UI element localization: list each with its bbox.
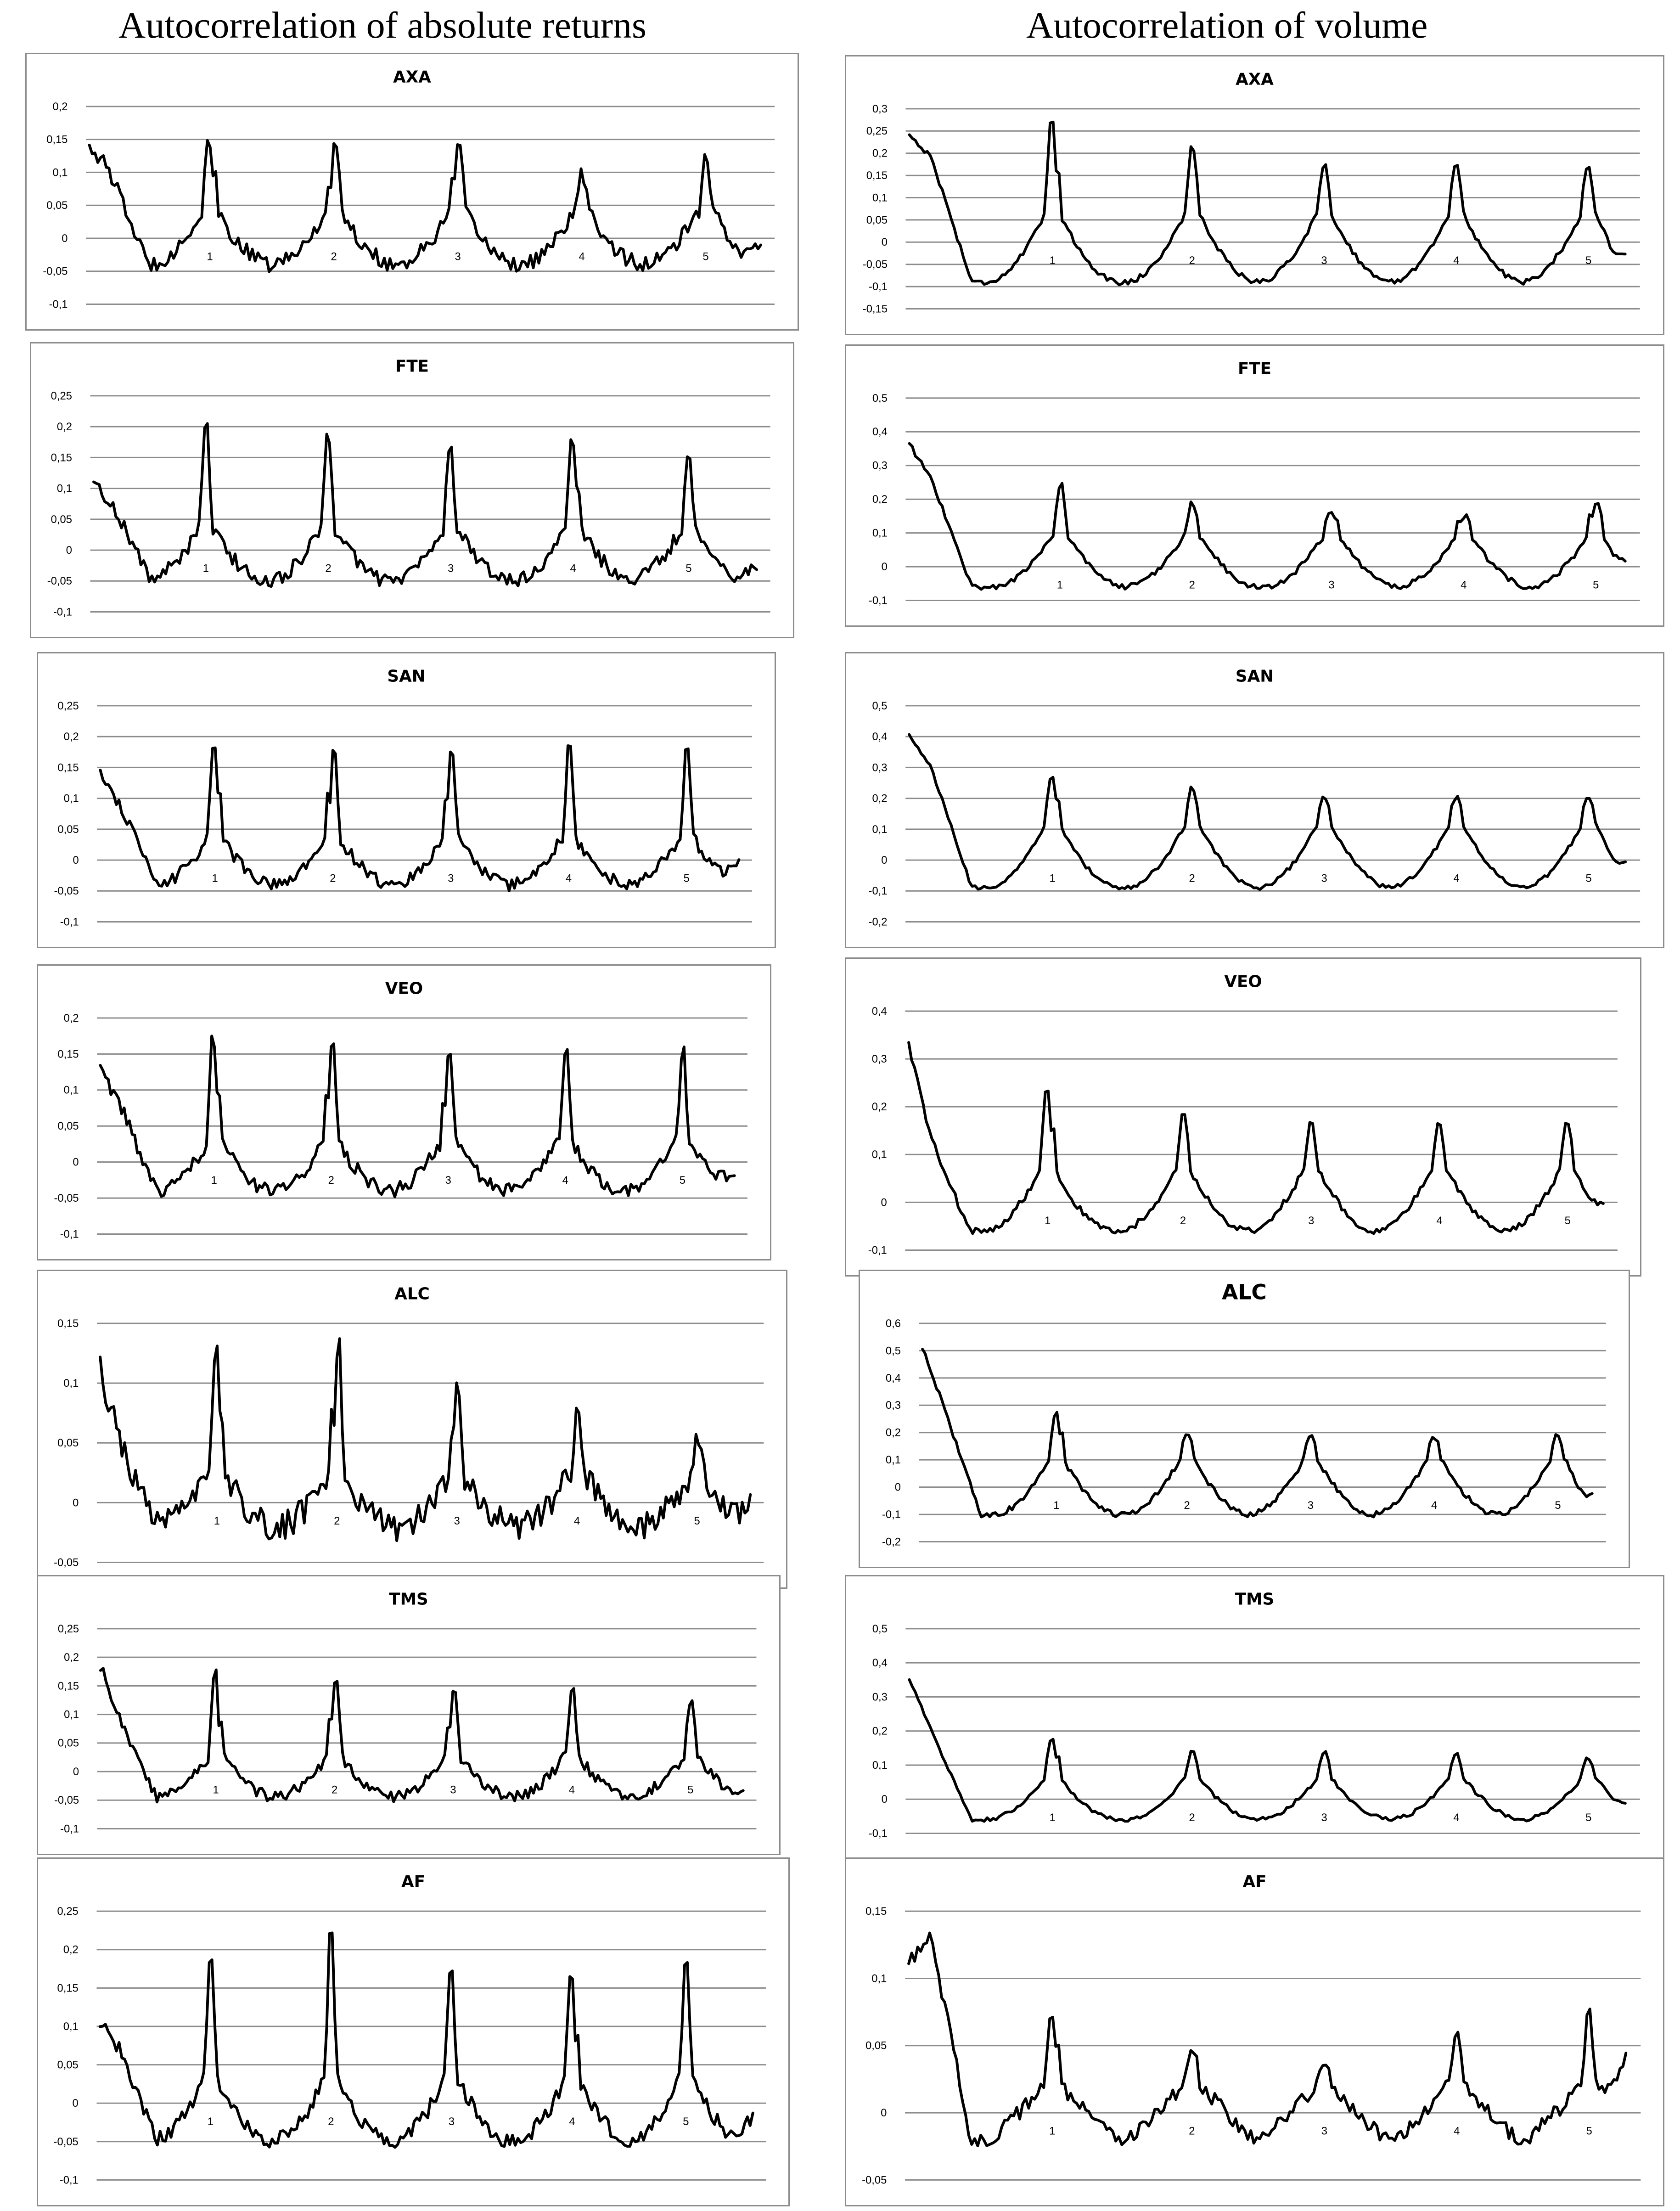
chart-title: ALC <box>394 1284 430 1304</box>
chart-svg <box>846 1576 1663 1858</box>
y-tick-label: 0,1 <box>872 823 888 836</box>
x-tick-label: 4 <box>1431 1499 1438 1512</box>
x-tick-label: 5 <box>683 872 690 885</box>
y-tick-label: 0,1 <box>872 1759 888 1772</box>
y-tick-label: 0 <box>894 1481 901 1494</box>
y-tick-label: 0,4 <box>872 426 888 439</box>
x-tick-label: 2 <box>1180 1214 1186 1227</box>
chart-svg <box>31 343 793 637</box>
x-tick-label: 1 <box>213 1783 219 1796</box>
y-tick-label: 0,3 <box>872 1691 888 1704</box>
y-tick-label: 0,15 <box>46 133 68 146</box>
chart-svg <box>27 54 798 329</box>
y-tick-label: 0,5 <box>872 392 888 405</box>
chart-title: AXA <box>393 68 431 87</box>
y-tick-label: 0,2 <box>871 1101 887 1114</box>
right-column-heading: Autocorrelation of volume <box>1026 4 1428 46</box>
y-tick-label: 0,2 <box>872 792 888 805</box>
y-tick-label: 0,05 <box>865 2039 887 2052</box>
x-tick-label: 4 <box>568 1783 575 1796</box>
chart-svg <box>846 346 1663 625</box>
y-tick-label: 0,3 <box>885 1399 901 1412</box>
y-tick-label: 0 <box>881 2107 887 2120</box>
chart-svg <box>38 1271 786 1587</box>
x-tick-label: 3 <box>1321 254 1327 267</box>
x-tick-label: 2 <box>1184 1499 1190 1512</box>
x-tick-label: 3 <box>445 1174 451 1187</box>
y-tick-label: 0,4 <box>885 1372 901 1384</box>
autocorrelation-line <box>100 1036 734 1197</box>
y-tick-label: -0,05 <box>862 2174 887 2187</box>
x-tick-label: 5 <box>685 562 692 575</box>
x-tick-label: 1 <box>1049 1811 1056 1824</box>
chart-panel-left-fte <box>30 342 794 638</box>
y-tick-label: 0,1 <box>872 527 888 540</box>
x-tick-label: 4 <box>1436 1214 1443 1227</box>
y-tick-label: 0,1 <box>872 191 888 204</box>
y-tick-label: 0,3 <box>872 459 888 472</box>
chart-title: TMS <box>1235 1590 1275 1609</box>
x-tick-label: 3 <box>454 1514 460 1527</box>
y-tick-label: 0,4 <box>872 731 888 743</box>
y-tick-label: -0,1 <box>868 594 888 607</box>
chart-title: VEO <box>1224 972 1262 991</box>
y-tick-label: 0,1 <box>63 1084 79 1097</box>
y-tick-label: 0,3 <box>871 1053 887 1066</box>
x-tick-label: 5 <box>679 1174 685 1187</box>
x-tick-label: 1 <box>214 1514 220 1527</box>
y-tick-label: 0 <box>881 1793 888 1806</box>
y-tick-label: 0,2 <box>885 1426 901 1439</box>
y-tick-label: 0,6 <box>885 1317 901 1330</box>
y-tick-label: -0,05 <box>54 1556 79 1569</box>
x-tick-label: 4 <box>565 872 572 885</box>
chart-svg <box>846 653 1663 947</box>
chart-panel-left-alc <box>37 1270 787 1589</box>
y-tick-label: 0,1 <box>871 1148 887 1161</box>
chart-svg <box>860 1271 1629 1567</box>
y-tick-label: 0,15 <box>51 451 72 464</box>
x-tick-label: 5 <box>683 2115 689 2128</box>
autocorrelation-line <box>909 1933 1626 2146</box>
x-tick-label: 1 <box>1045 1214 1051 1227</box>
x-tick-label: 3 <box>1321 2125 1327 2138</box>
y-tick-label: 0,25 <box>51 389 72 402</box>
y-tick-label: 0,05 <box>57 1437 79 1450</box>
y-tick-label: 0,2 <box>56 421 72 433</box>
chart-title: ALC <box>1222 1280 1267 1305</box>
x-tick-label: 2 <box>331 1783 338 1796</box>
y-tick-label: 0,05 <box>46 199 68 212</box>
y-tick-label: 0,2 <box>64 1651 79 1664</box>
y-tick-label: 0 <box>73 1156 79 1169</box>
x-tick-label: 3 <box>450 1783 456 1796</box>
y-tick-label: 0,25 <box>57 1905 79 1918</box>
y-tick-label: -0,15 <box>862 303 888 315</box>
x-tick-label: 4 <box>579 250 585 263</box>
chart-title: AF <box>401 1872 426 1891</box>
chart-panel-left-tms <box>37 1575 781 1855</box>
y-tick-label: 0,15 <box>57 1048 79 1061</box>
chart-panel-left-af <box>37 1857 790 2206</box>
x-tick-label: 1 <box>1049 254 1056 267</box>
chart-panel-right-tms <box>845 1575 1664 1860</box>
y-tick-label: 0 <box>73 1497 79 1509</box>
x-tick-label: 3 <box>1328 579 1335 591</box>
x-tick-label: 5 <box>694 1514 700 1527</box>
x-tick-label: 2 <box>334 1514 340 1527</box>
x-tick-label: 2 <box>328 2115 334 2128</box>
y-tick-label: 0,1 <box>885 1454 901 1467</box>
x-tick-label: 1 <box>1049 872 1056 885</box>
x-tick-label: 2 <box>331 250 337 263</box>
y-tick-label: 0,5 <box>872 1622 888 1635</box>
y-tick-label: 0,05 <box>51 513 72 526</box>
y-tick-label: 0 <box>73 854 79 866</box>
left-column-heading: Autocorrelation of absolute returns <box>118 4 646 46</box>
chart-title: AF <box>1242 1872 1267 1891</box>
x-tick-label: 2 <box>1189 2125 1195 2138</box>
y-tick-label: -0,1 <box>60 1228 79 1241</box>
y-tick-label: -0,1 <box>60 1823 79 1835</box>
y-tick-label: 0,25 <box>57 1622 79 1635</box>
chart-panel-right-alc <box>859 1270 1630 1568</box>
chart-svg <box>38 1859 788 2205</box>
y-tick-label: -0,1 <box>868 1827 888 1840</box>
y-tick-label: 0,1 <box>64 1708 79 1721</box>
chart-svg <box>38 1576 779 1854</box>
chart-panel-right-san <box>845 652 1664 948</box>
y-tick-label: 0,1 <box>56 482 72 495</box>
y-tick-label: -0,2 <box>868 916 888 928</box>
chart-title: SAN <box>387 667 426 686</box>
chart-panel-right-af <box>845 1857 1664 2206</box>
x-tick-label: 4 <box>1454 2125 1460 2138</box>
x-tick-label: 2 <box>1189 1811 1195 1824</box>
y-tick-label: 0,1 <box>871 1972 887 1985</box>
x-tick-label: 2 <box>1189 579 1195 591</box>
chart-panel-left-axa <box>25 53 799 331</box>
y-tick-label: -0,1 <box>49 298 68 311</box>
y-tick-label: 0,1 <box>63 2020 79 2033</box>
y-tick-label: -0,05 <box>862 258 888 271</box>
y-tick-label: 0,2 <box>63 731 79 743</box>
chart-panel-right-veo <box>845 957 1641 1277</box>
y-tick-label: 0,5 <box>885 1345 901 1357</box>
y-tick-label: -0,1 <box>882 1508 901 1521</box>
y-tick-label: 0,15 <box>57 1982 79 1995</box>
y-tick-label: 0,25 <box>57 699 79 712</box>
chart-svg <box>846 959 1640 1275</box>
x-tick-label: 2 <box>1189 254 1195 267</box>
x-tick-label: 1 <box>202 562 209 575</box>
y-tick-label: 0,05 <box>57 1737 79 1750</box>
x-tick-label: 4 <box>562 1174 568 1187</box>
y-tick-label: -0,2 <box>882 1536 901 1548</box>
x-tick-label: 3 <box>1307 1499 1314 1512</box>
y-tick-label: 0,15 <box>57 1317 79 1330</box>
autocorrelation-line <box>909 735 1625 890</box>
x-tick-label: 3 <box>1308 1214 1315 1227</box>
autocorrelation-line <box>910 122 1625 285</box>
y-tick-label: 0,15 <box>866 169 888 182</box>
x-tick-label: 1 <box>207 2115 214 2128</box>
autocorrelation-line <box>100 1933 753 2147</box>
autocorrelation-line <box>100 1339 750 1541</box>
y-tick-label: 0,2 <box>872 493 888 506</box>
x-tick-label: 5 <box>1555 1499 1561 1512</box>
y-tick-label: 0,05 <box>57 1120 79 1133</box>
y-tick-label: 0,5 <box>872 699 888 712</box>
y-tick-label: 0 <box>73 1765 79 1778</box>
y-tick-label: 0,2 <box>872 147 888 160</box>
y-tick-label: 0 <box>72 2097 79 2110</box>
y-tick-label: 0,1 <box>63 1377 79 1390</box>
chart-title: VEO <box>385 979 423 998</box>
x-tick-label: 4 <box>1453 872 1460 885</box>
x-tick-label: 5 <box>1585 1811 1592 1824</box>
chart-title: TMS <box>389 1590 428 1609</box>
x-tick-label: 3 <box>448 2115 455 2128</box>
x-tick-label: 3 <box>447 562 454 575</box>
x-tick-label: 1 <box>207 250 213 263</box>
y-tick-label: -0,05 <box>54 1192 79 1205</box>
x-tick-label: 5 <box>1585 254 1592 267</box>
y-tick-label: -0,05 <box>54 1794 79 1807</box>
y-tick-label: -0,1 <box>53 606 72 619</box>
chart-svg <box>846 56 1663 334</box>
chart-panel-right-axa <box>845 55 1664 335</box>
x-tick-label: 4 <box>1461 579 1467 591</box>
chart-panel-right-fte <box>845 344 1664 627</box>
chart-svg <box>846 1859 1663 2205</box>
x-tick-label: 5 <box>1586 2125 1592 2138</box>
y-tick-label: 0,2 <box>872 1725 888 1738</box>
y-tick-label: 0 <box>62 232 68 245</box>
chart-title: SAN <box>1235 667 1274 686</box>
y-tick-label: -0,05 <box>47 575 72 588</box>
y-tick-label: 0,2 <box>52 100 68 113</box>
x-tick-label: 1 <box>1049 2125 1056 2138</box>
autocorrelation-line <box>94 423 757 586</box>
x-tick-label: 3 <box>1321 872 1327 885</box>
chart-title: AXA <box>1236 70 1274 89</box>
x-tick-label: 5 <box>687 1783 694 1796</box>
x-tick-label: 4 <box>570 562 576 575</box>
y-tick-label: 0,15 <box>57 761 79 774</box>
autocorrelation-line <box>909 1042 1603 1233</box>
x-tick-label: 2 <box>330 872 336 885</box>
x-tick-label: 1 <box>1056 579 1063 591</box>
chart-panel-left-veo <box>37 964 771 1260</box>
y-tick-label: 0,4 <box>871 1005 887 1018</box>
y-tick-label: 0,05 <box>57 2059 79 2071</box>
y-tick-label: -0,1 <box>869 281 888 293</box>
y-tick-label: 0,15 <box>865 1905 887 1918</box>
y-tick-label: -0,05 <box>43 265 68 278</box>
y-tick-label: 0,25 <box>866 125 888 138</box>
x-tick-label: 2 <box>328 1174 334 1187</box>
y-tick-label: 0,3 <box>872 761 888 774</box>
y-tick-label: -0,1 <box>868 885 888 898</box>
chart-panel-left-san <box>37 652 776 948</box>
y-tick-label: 0 <box>881 236 888 249</box>
x-tick-label: 3 <box>455 250 461 263</box>
y-tick-label: 0,2 <box>63 1943 79 1956</box>
x-tick-label: 3 <box>448 872 454 885</box>
x-tick-label: 5 <box>1585 872 1592 885</box>
y-tick-label: 0 <box>66 544 72 557</box>
y-tick-label: 0 <box>881 854 888 866</box>
x-tick-label: 1 <box>211 1174 217 1187</box>
y-tick-label: 0 <box>881 561 888 574</box>
y-tick-label: 0,05 <box>866 214 888 226</box>
chart-svg <box>38 653 775 947</box>
y-tick-label: -0,1 <box>60 916 79 928</box>
y-tick-label: 0,1 <box>63 792 79 805</box>
autocorrelation-line <box>909 1680 1625 1822</box>
y-tick-label: 0,4 <box>872 1657 888 1670</box>
y-tick-label: -0,1 <box>59 2174 79 2187</box>
x-tick-label: 4 <box>1453 1811 1460 1824</box>
y-tick-label: 0,1 <box>52 166 68 179</box>
y-tick-label: 0,15 <box>57 1680 79 1693</box>
x-tick-label: 5 <box>702 250 709 263</box>
chart-svg <box>38 966 770 1259</box>
x-tick-label: 4 <box>569 2115 575 2128</box>
x-tick-label: 1 <box>1053 1499 1060 1512</box>
chart-title: FTE <box>1238 359 1271 378</box>
x-tick-label: 2 <box>325 562 332 575</box>
x-tick-label: 3 <box>1321 1811 1327 1824</box>
y-tick-label: -0,1 <box>868 1244 887 1257</box>
chart-title: FTE <box>395 357 429 376</box>
x-tick-label: 4 <box>1453 254 1460 267</box>
x-tick-label: 4 <box>574 1514 580 1527</box>
x-tick-label: 5 <box>1593 579 1599 591</box>
x-tick-label: 2 <box>1189 872 1195 885</box>
y-tick-label: 0,05 <box>57 823 79 836</box>
y-tick-label: 0,3 <box>872 102 888 115</box>
y-tick-label: 0,2 <box>63 1012 79 1024</box>
autocorrelation-line <box>101 1668 743 1802</box>
y-tick-label: 0 <box>881 1196 887 1209</box>
x-tick-label: 5 <box>1564 1214 1571 1227</box>
y-tick-label: -0,05 <box>54 885 79 898</box>
y-tick-label: -0,05 <box>53 2135 79 2148</box>
x-tick-label: 1 <box>212 872 218 885</box>
